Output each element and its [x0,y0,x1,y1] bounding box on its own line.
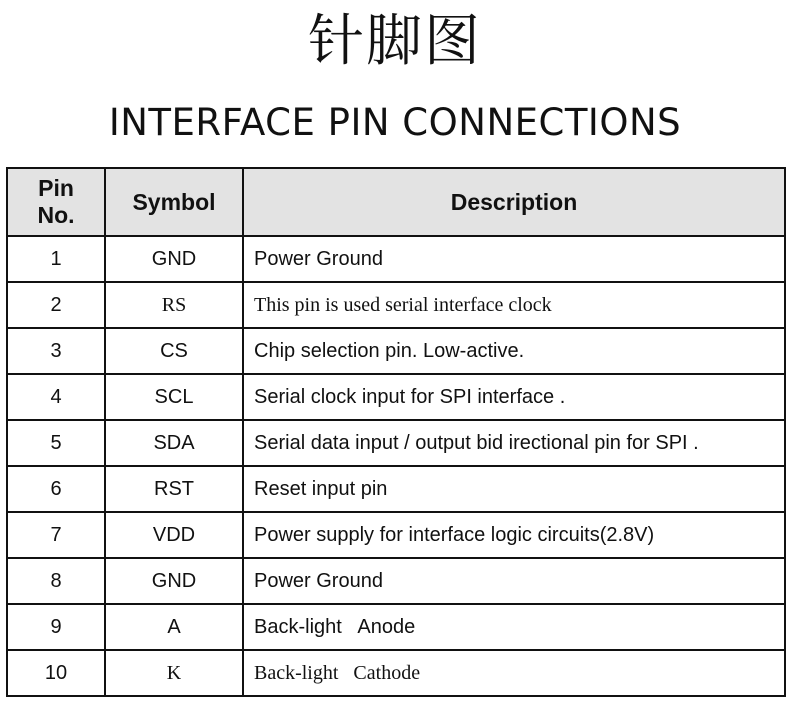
header-pin-line1: Pin [38,175,74,201]
header-symbol: Symbol [105,168,243,236]
pin-description: This pin is used serial interface clock [243,282,785,328]
table-row [7,650,785,696]
pin-symbol: A [105,604,243,650]
pin-description: Power supply for interface logic circuits(2.8V) [243,512,785,558]
page-subtitle: INTERFACE PIN CONNECTIONS [108,101,682,144]
table-row [7,236,785,282]
table-row [7,558,785,604]
table-header-row [7,168,785,236]
pin-description: Serial data input / output bid irectional pin for SPI . [243,420,785,466]
pin-number: 10 [7,650,105,696]
header-pin-line2: No. [37,202,75,228]
pin-number: 7 [7,512,105,558]
table-row [7,374,785,420]
table-row [7,466,785,512]
pin-table [6,167,786,697]
table-row [7,512,785,558]
pin-symbol: RST [105,466,243,512]
pin-number: 5 [7,420,105,466]
pin-symbol: VDD [105,512,243,558]
table-row [7,604,785,650]
pin-number: 4 [7,374,105,420]
pin-symbol: K [105,650,243,696]
header-pin-no [7,168,105,236]
pin-description: Reset input pin [243,466,785,512]
pin-number: 9 [7,604,105,650]
pin-description: Power Ground [243,558,785,604]
table-row [7,328,785,374]
pin-description: Serial clock input for SPI interface . [243,374,785,420]
pin-description: Back-light Cathode [243,650,785,696]
pin-symbol: RS [105,282,243,328]
pin-symbol: GND [105,558,243,604]
pin-symbol: CS [105,328,243,374]
pin-description: Power Ground [243,236,785,282]
header-description: Description [243,168,785,236]
pin-number: 8 [7,558,105,604]
pin-symbol: SDA [105,420,243,466]
page-title: 针脚图 [308,9,482,74]
table-row [7,282,785,328]
pin-symbol: SCL [105,374,243,420]
pin-description: Back-light Anode [243,604,785,650]
pin-description: Chip selection pin. Low-active. [243,328,785,374]
table-row [7,420,785,466]
pin-number: 3 [7,328,105,374]
pin-number: 6 [7,466,105,512]
pin-number: 2 [7,282,105,328]
pin-symbol: GND [105,236,243,282]
pin-number: 1 [7,236,105,282]
